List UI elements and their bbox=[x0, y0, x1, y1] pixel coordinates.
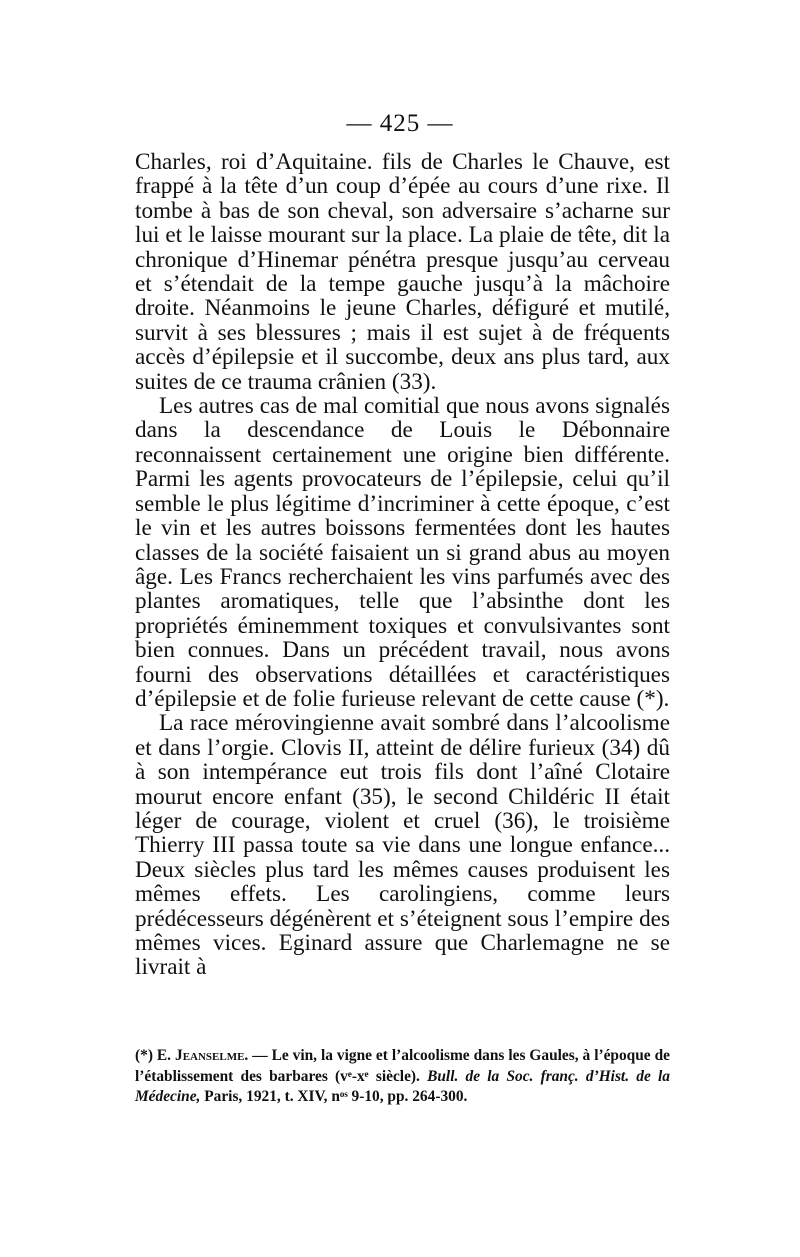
footnote-text-before: — Le vin, la vigne et l’alcoolisme dans les Gaules, à l’époque de l’établissement des barbares (vᵉ-xᵉ siècle). bbox=[135, 1047, 670, 1085]
footnote-journal: Bull. de la Soc. franç. d’Hist. de la Médecine, bbox=[135, 1067, 670, 1105]
paragraph-1: Charles, roi d’Aquitaine. fils de Charles le Chauve, est frappé à la tête d’un coup d’épée au cours d’une rixe. Il tombe à bas de son cheval, son adversaire s’acharne sur lui et le laisse mourant sur la place. La plaie de tête, dit la chronique d’Hinemar pénétra presque jusqu’au cerveau et s’étendait de la tempe gauche jusqu’à la mâchoire droite. Néanmoins le jeune Charles, défiguré et mutilé, survit à ses blessures ; mais il est sujet à de fréquents accès d’épilepsie et il succombe, deux ans plus tard, aux suites de ce trauma crânien (33). bbox=[135, 149, 670, 395]
paragraph-3: La race mérovingienne avait sombré dans l’alcoolisme et dans l’orgie. Clovis II, atteint de délire furieux (34) dû à son intempérance eut trois fils dont l’aîné Clotaire mourut encore enfant (35), le second Childéric II était léger de courage, violent et cruel (36), le troisième Thierry III passa toute sa vie dans une longue enfance... Deux siècles plus tard les mêmes causes produisent les mêmes effets. Les carolingiens, comme leurs prédécesseurs dégénèrent et s’éteignent sous l’empire des mêmes vices. Eginard assure que Charlemagne ne se livrait à bbox=[135, 710, 670, 981]
footnote bbox=[135, 1046, 670, 1108]
page-number: — 425 — bbox=[346, 110, 454, 137]
footnote-text-after: Paris, 1921, t. XIV, nᵒˢ 9-10, pp. 264-300. bbox=[200, 1088, 468, 1105]
footnote-marker: (*) E. bbox=[135, 1047, 172, 1064]
main-text bbox=[135, 150, 670, 980]
paragraph-2: Les autres cas de mal comitial que nous avons signalés dans la descendance de Louis le Débonnaire reconnaissent certainement une origine bien différente. Parmi les agents provocateurs de l’épilepsie, celui qu’il semble le plus légitime d’incriminer à cette époque, c’est le vin et les autres boissons fermentées dont les hautes classes de la société faisaient un si grand abus au moyen âge. Les Francs recherchaient les vins parfumés avec des plantes aromatiques, telle que l’absinthe dont les propriétés éminemment toxiques et convulsivantes sont bien connues. Dans un précédent travail, nous avons fourni des observations détaillées et caractéristiques d’épilepsie et de folie furieuse relevant de cette cause (*). bbox=[135, 393, 670, 712]
footnote-author: Jeanselme. bbox=[175, 1047, 249, 1064]
